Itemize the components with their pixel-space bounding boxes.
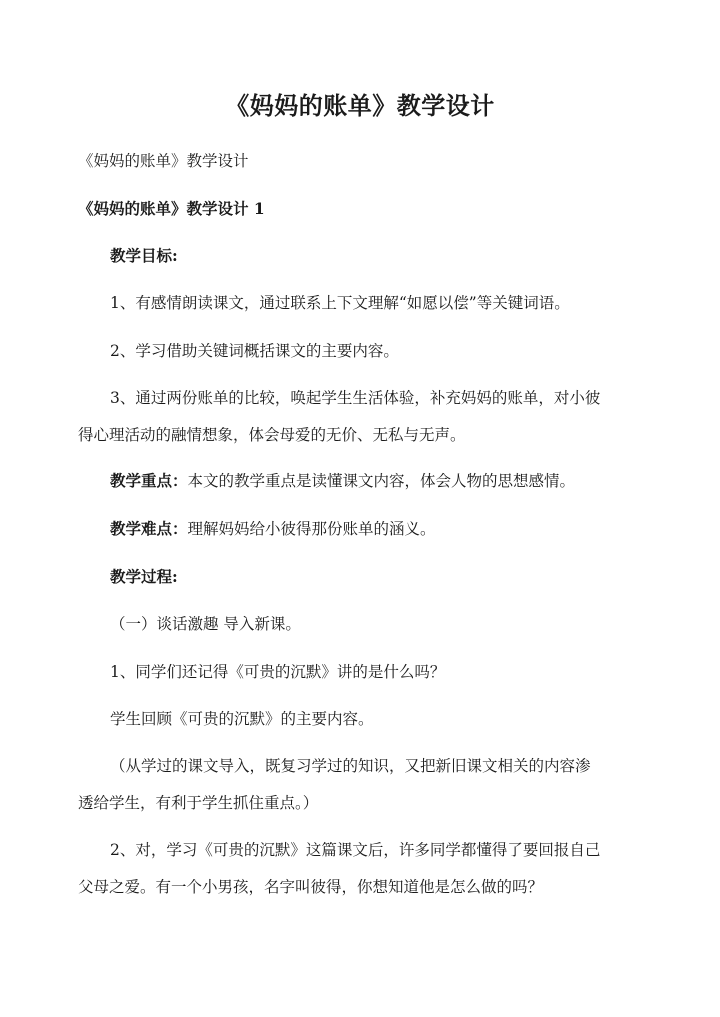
note-line-2: 透给学生，有利于学生抓住重点。） [78, 794, 319, 812]
document-title: 《妈妈的账单》教学设计 [225, 91, 495, 120]
key-point-label: 教学重点： [110, 471, 188, 490]
process-heading: 教学过程: [110, 567, 178, 586]
goals-heading: 教学目标: [110, 246, 178, 265]
goal-1: 1、有感情朗读课文，通过联系上下文理解“如愿以偿”等关键词语。 [110, 294, 570, 312]
difficulty [110, 518, 436, 540]
question-2-line-2: 父母之爱。有一个小男孩，名字叫彼得，你想知道他是怎么做的吗？ [78, 878, 544, 896]
note-line-1: （从学过的课文导入，既复习学过的知识，又把新旧课文相关的内容渗 [110, 757, 591, 775]
goal-3-line-1: 3、通过两份账单的比较，唤起学生生活体验，补充妈妈的账单，对小彼 [110, 389, 601, 407]
key-point-text: 本文的教学重点是读懂课文内容，体会人物的思想感情。 [187, 472, 576, 490]
subtitle: 《妈妈的账单》教学设计 [78, 152, 249, 170]
difficulty-text: 理解妈妈给小彼得那份账单的涵义。 [187, 520, 436, 538]
step-1-heading: （一）谈话激趣 导入新课。 [110, 615, 301, 633]
difficulty-label: 教学难点： [110, 519, 188, 538]
question-2-line-1: 2、对，学习《可贵的沉默》这篇课文后，许多同学都懂得了要回报自己 [110, 841, 601, 859]
goal-2: 2、学习借助关键词概括课文的主要内容。 [110, 342, 399, 360]
question-1: 1、同学们还记得《可贵的沉默》讲的是什么吗？ [110, 663, 446, 681]
goal-3-line-2: 得心理活动的融情想象，体会母爱的无价、无私与无声。 [78, 426, 466, 444]
key-point [110, 470, 575, 492]
question-1-answer: 学生回顾《可贵的沉默》的主要内容。 [110, 710, 374, 728]
section-heading: 《妈妈的账单》教学设计 1 [78, 199, 265, 218]
